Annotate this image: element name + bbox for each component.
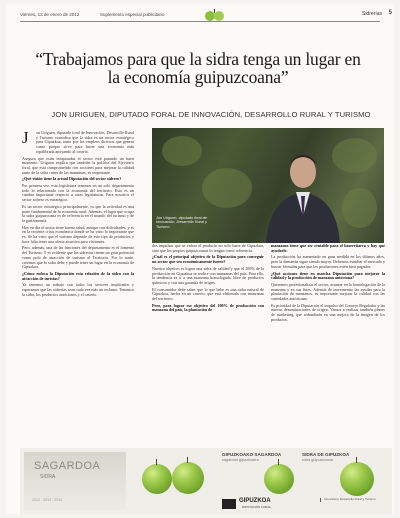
paragraph: Ya tenemos un trabajo con todos los sectores implicados y esperamos que las sidrerías sean cada vez más un reclamo. Tenemos la sidra, los productos autóctonos y el caserío. (22, 282, 134, 297)
newspaper-page (6, 4, 394, 514)
paragraph: Nuestro objetivo es lograr una sidra de calidad y que el 100% de la producción en Gipuzkoa se realice con manzanas del país. Para ello, la tendencia es ir a una manzana homologada, libre de productos químicos y con una garantía de origen. (152, 265, 264, 285)
paragraph: Pero, además, una de las funciones del departamento es el fomento del Turismo. Y es evidente que las sidrerías tienen un gran potencial como polo de atracción de turismo al Territorio. Por lo tanto, creemos que la sidra debe y puede tener un lugar en la economía de Gipuzkoa. (22, 245, 134, 270)
drop-cap: J (22, 131, 29, 147)
department-name: Innovación, Desarrollo Rural y Turismo (320, 498, 384, 502)
advertisement-banner (20, 448, 392, 514)
apple-icon (172, 462, 204, 494)
sagardoa-title: SAGARDOA (34, 460, 101, 472)
paragraph: Asegura que estas temporadas el sector está pasando un buen momento. Uriguen explica que también la política del Ejecutivo foral, que está comprometido con acciones para mejorar la calidad tanto de la sidra como de las manzanas, es importante. (22, 155, 134, 175)
paragraph: Por primera vez, esta legislatura tenemos en un solo departamento todo lo relacionado con la economía del territorio. Esto es un cambio importante respecto a otras legislaturas. Para nosotros el sector sidrero es estratégico. (22, 183, 134, 203)
apple-icon (264, 464, 294, 494)
foliage-decoration (162, 136, 202, 166)
interview-question: ¿Qué visión tiene la actual Diputación del sector sidrero? (22, 176, 122, 182)
paragraph: manzanos tiene que ser rentable para el baserritarra y hay que ayudarle. (271, 244, 385, 253)
paragraph: Hoy en día el sector tiene buena salud, aunque con dificultades, y es en la reciente crisis económica donde se ha visto lo importante que es. Se ha visto que el turismo depende de este tipo de productos y hace falta tener una oferta atractiva para visitantes. (22, 224, 134, 244)
paragraph: Es prioridad de la Diputación el impulso del Consejo Regulador y las nuevas denominaciones de origen. Vamos a realizar también planes de marketing, que redundarán en una mejora de la imagen de los productos. (271, 302, 385, 322)
promo-title-basque: GIPUZKOAKO SAGARDOA (222, 452, 282, 457)
paragraph: Queremos profesionalizar el sector, avanzar en la homologación de la manzana y en sus fines. Además de incrementar las ayudas para la plantación de manzanos, es importante mejorar la calidad con las variedades autóctonas. (271, 281, 385, 302)
apple-icon (142, 464, 172, 494)
sagardoa-subtitle: SIDRA (40, 474, 56, 480)
article-headline: “Trabajamos para que la sidra tenga un lugar en la economía guipuzcoana” (35, 49, 361, 87)
article-column-2 (152, 244, 264, 440)
campaign-years: 2012 · 2013 · 2014 (32, 498, 63, 502)
apple-logo-icon (204, 8, 226, 22)
interview-question: ¿Cuál es el principal objetivo de la Diputación para conseguir un sector que sea económicamente fuerte? (152, 254, 264, 265)
page-number: 5 (388, 10, 392, 16)
gipuzkoa-brand: GIPUZKOA (239, 498, 271, 504)
article-byline: JON URIGUEN, DIPUTADO FORAL DE INNOVACIÓN, DESARROLLO RURAL Y TURISMO (51, 110, 371, 119)
promo-title-spanish: SIDRA DE GIPUZKOA (302, 452, 350, 457)
header-divider (20, 21, 380, 22)
article-column-3 (271, 244, 385, 440)
paragraph: Es un sector estratégico principalmente, ya que la actividad es una parte fundamental de la economía rural. Además, el lugar que ocupa la sidra guipuzcoana es de referencia en el mundo del turismo y de la gastronomía. (22, 203, 134, 223)
apple-stem-icon (356, 457, 357, 463)
apple-icon (340, 462, 374, 496)
gipuzkoa-emblem-icon (222, 499, 236, 509)
gipuzkoa-brand-subtitle: DIPUTACIÓN FORAL (242, 505, 272, 509)
person-portrait-icon (258, 146, 348, 243)
lead-paragraph: J on Uriguen, diputado foral de Innovación, Desarrollo Rural y Turismo considera que la sidra es un sector estratégico para Gipuzkoa, tanto por los empleos directos que genera como porque sirve para hacer una economía más equilibrada apoyando al caserío. (22, 131, 134, 154)
apple-stem-icon (278, 459, 279, 465)
promo-subtitle-basque: sagardoa gipuzkoarra (222, 458, 259, 462)
apple-stem-icon (156, 459, 157, 465)
sagardoa-logo (24, 452, 126, 510)
interview-question: ¿Qué acciones tiene en marcha Diputación para mejorar la calidad y la producción de manzana autóctona? (271, 270, 385, 281)
section-name: Sidrerías (361, 11, 382, 17)
paragraph: La producción ha aumentado en gran medida en los últimos años, pero la demanda sigue siendo mayor. Debemos estudiar el mercado y buscar fórmulas para que los productores estén bien pagados. (271, 254, 385, 269)
paragraph: El consumidor debe saber que lo que bebe es una sidra natural de Gipuzkoa, hecha en un caserío, que está elaborada con manzanas del territorio. (152, 286, 264, 302)
photo-caption: Jon Uriguen, diputado foral de Innovación, Desarrollo Rural y Turismo. (156, 216, 207, 229)
promo-subtitle-spanish: sidra guipuzcoana (302, 458, 333, 462)
interview-question: ¿Cómo enfoca la Diputación esta relación de la sidra con la atracción de turistas? (22, 270, 134, 281)
issue-date: Viernes, 13 de enero de 2012 (20, 12, 80, 17)
paragraph: dos impulsar que se valore el producto no solo fuera de Gipuzkoa, sino que los propios guipuzcoanos lo tengan como referencia. (152, 244, 264, 253)
article-column-1 (22, 131, 134, 443)
apple-stem-icon (187, 457, 188, 463)
paragraph: Pero, para lograr ese objetivo del 100% de producción con manzana del país, la plantación de (152, 302, 264, 313)
supplement-label: Suplemento especial publicitario (100, 12, 165, 17)
foliage-decoration (202, 168, 252, 208)
